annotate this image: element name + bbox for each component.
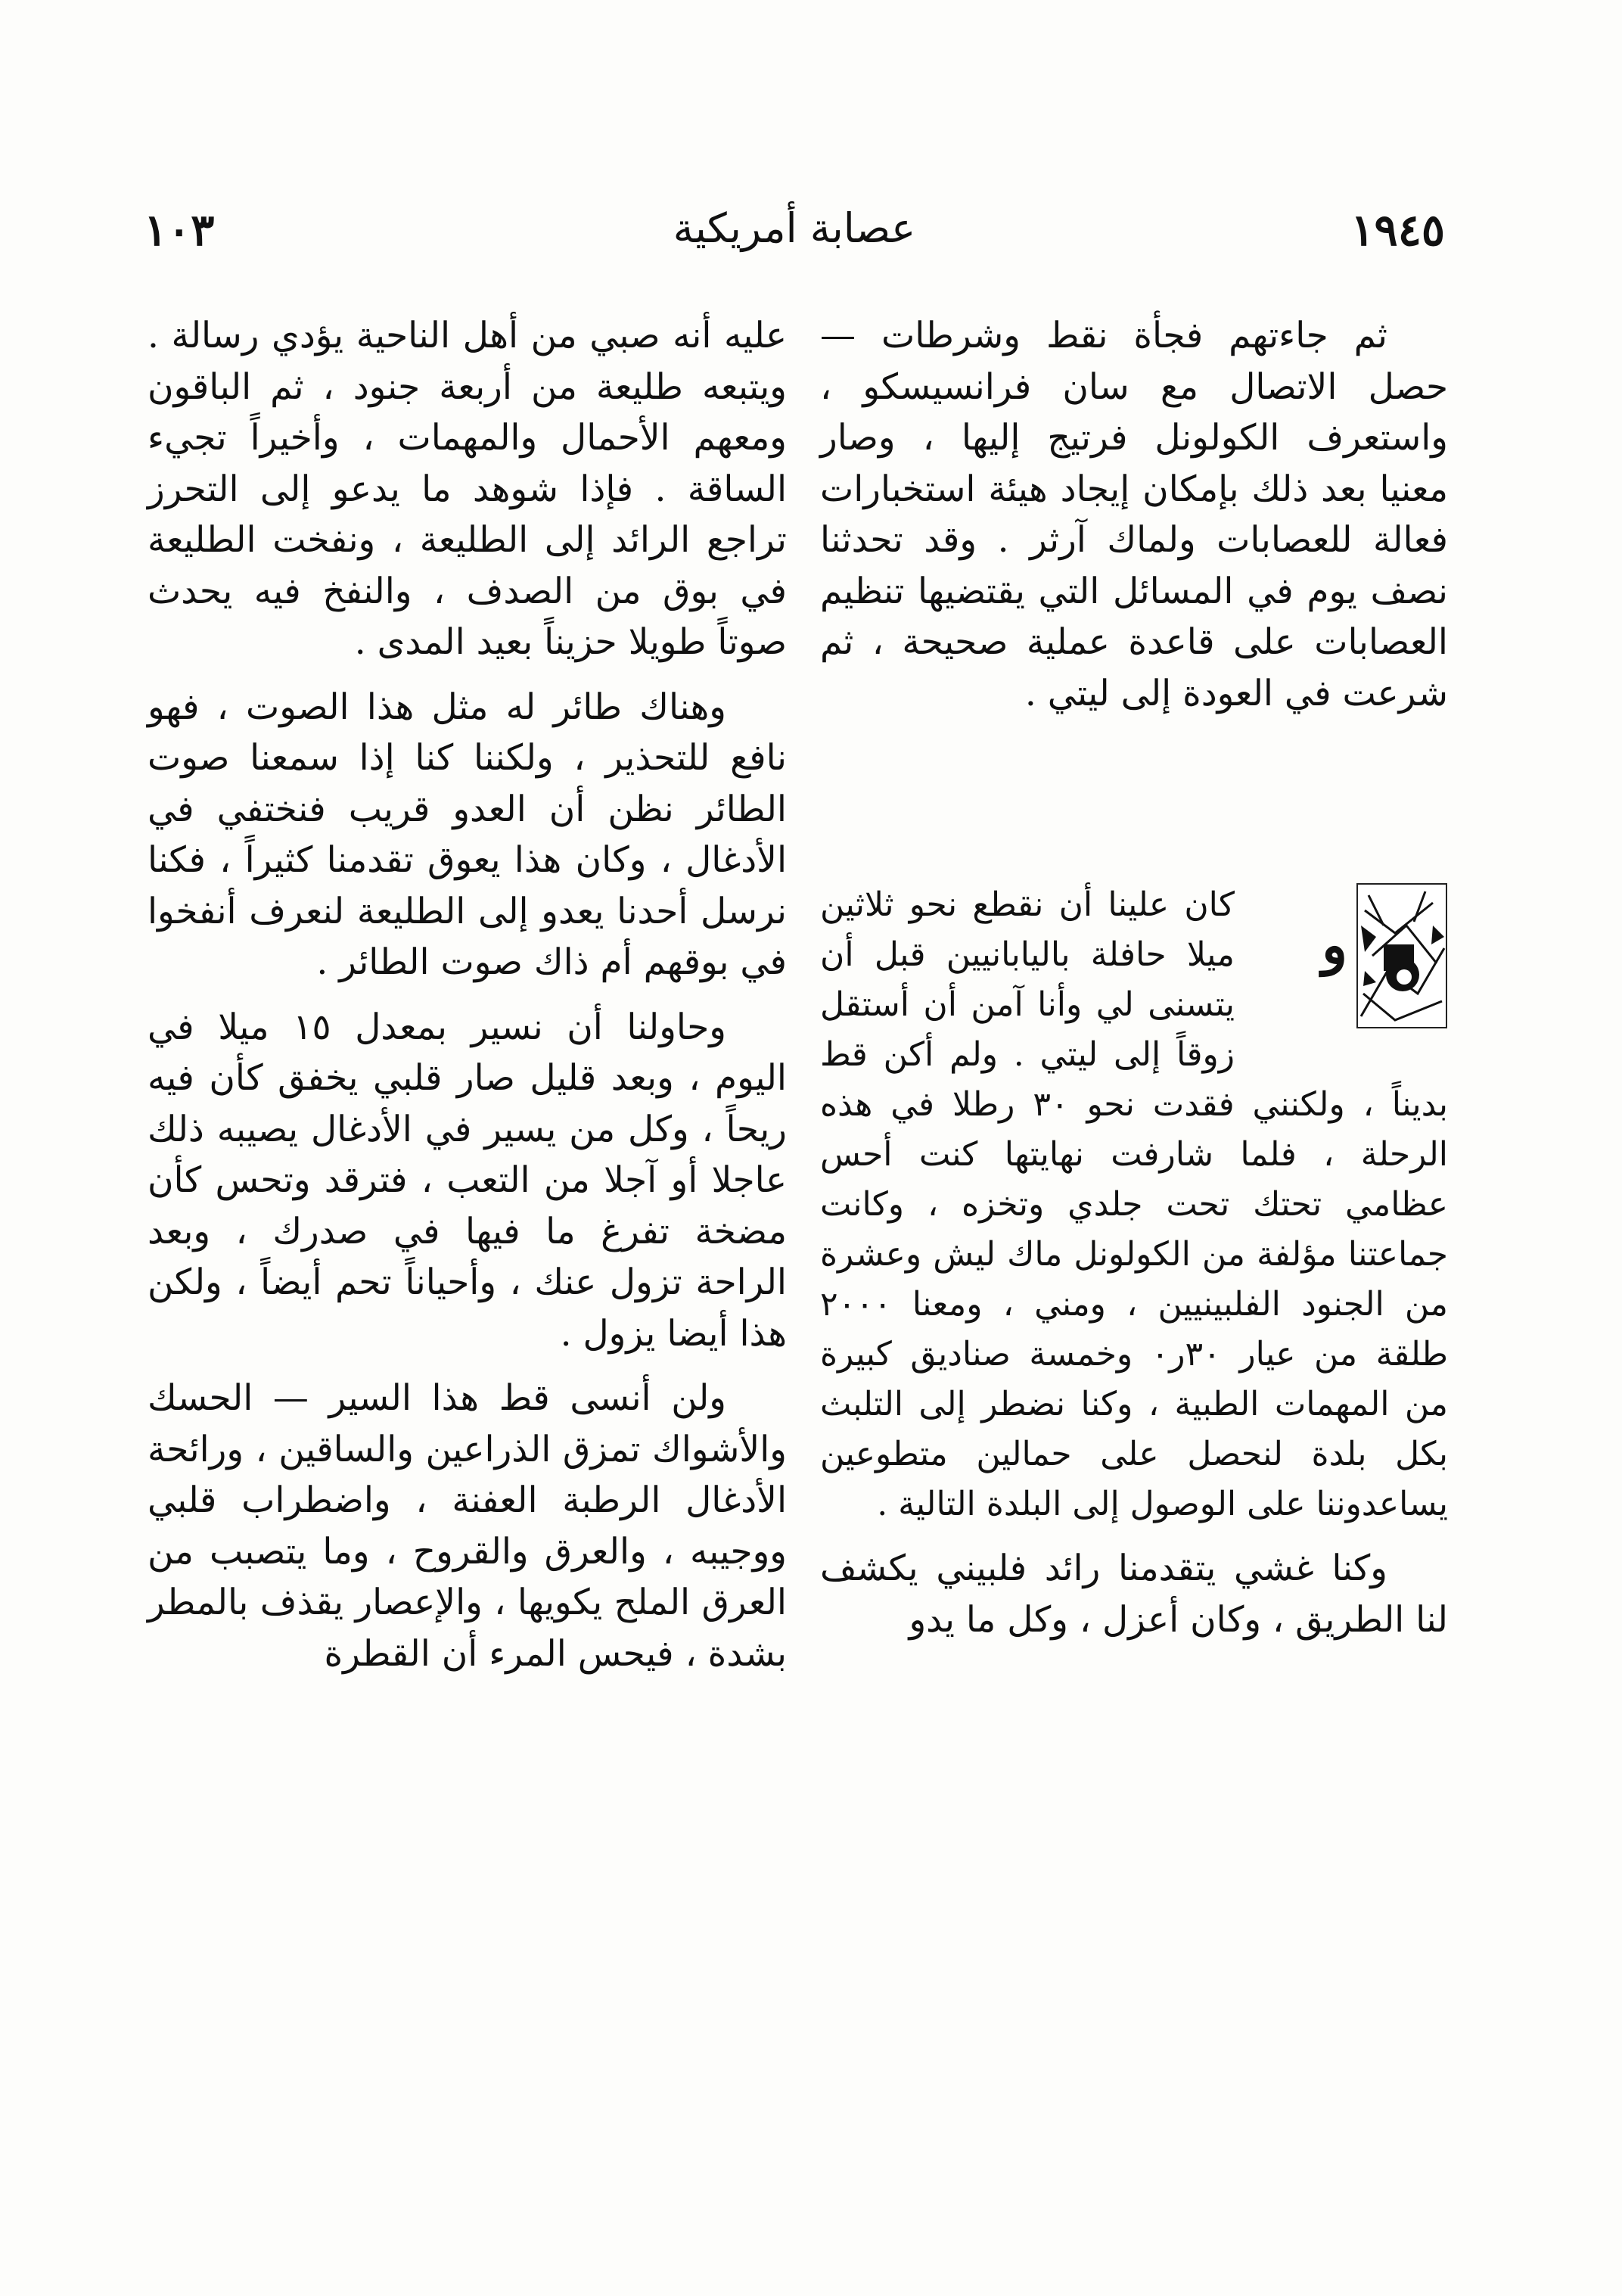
paragraph: ثم جاءتهم فجأة نقط وشرطات — حصل الاتصال مع سان فرانسيسكو ، واستعرف الكولونل فرتيج إليها ، وصار معنيا بعد ذلك بإمكان إيجاد هيئة استخبارات فعالة للعصابات ولماك آرثر . وقد تحدثنا نصف يوم في المسائل التي يقتضيها تنظيم العصابات على قاعدة عملية صحيحة ، ثم شرعت في العودة إلى ليتي .: [820, 315, 1448, 714]
running-title: عصابة أمريكية: [673, 204, 916, 252]
right-column: [820, 310, 1448, 1659]
page-header: [144, 204, 1445, 288]
header-year: ١٩٤٥: [1350, 204, 1445, 256]
paragraph: وهناك طائر له مثل هذا الصوت ، فهو نافع للتحذير ، ولكننا كنا إذا سمعنا صوت الطائر نظن أن العدو قريب فنختفي في الأدغال ، وكان هذا يعوق تقدمنا كثيراً ، فكنا نرسل أحدنا يعدو إلى الطليعة لنعرف أنفخوا في بوقهم أم ذاك صوت الطائر .: [148, 686, 787, 983]
section-break: [820, 733, 1448, 880]
illustrated-paragraph: [820, 880, 1448, 1529]
paragraph: ولن أنسى قط هذا السير — الحسك والأشواك تمزق الذراعين والساقين ، ورائحة الأدغال الرطبة العفنة ، واضطراب قلبي ووجيبه ، والعرق والقروح ، وما يتصبب من العرق الملح يكويها ، والإعصار يقذف بالمطر بشدة ، فيحس المرء أن القطرة: [148, 1377, 787, 1675]
paragraph: عليه أنه صبي من أهل الناحية يؤدي رسالة . ويتبعه طليعة من أربعة جنود ، ثم الباقون ومعهم الأحمال والمهمات ، وأخيراً تجيء الساقة . فإذا شوهد ما يدعو إلى التحرز تراجع الرائد إلى الطليعة ، ونفخت الطليعة في بوق من الصدف ، والنفخ فيه يحدث صوتاً طويلا حزيناً بعيد المدى .: [148, 315, 787, 663]
paragraph: وحاولنا أن نسير بمعدل ١٥ ميلا في اليوم ، وبعد قليل صار قلبي يخفق كأن فيه ريحاً ، وكل من يسير في الأدغال يصيبه ذلك عاجلا أو آجلا من التعب ، فترقد وتحس كأن مضخة تفرغ ما فيها في صدرك ، وبعد الراحة تزول عنك ، وأحياناً تحم أيضاً ، ولكن هذا أيضا يزول .: [148, 1006, 787, 1355]
dropcap-letter: و: [1322, 913, 1347, 976]
jungle-soldier-icon: [1244, 880, 1448, 1031]
paragraph: كان علينا أن نقطع نحو ثلاثين ميلا حافلة باليابانيين قبل أن يتسنى لي وأنا آمن أن أستقل زوقاً إلى ليتي . ولم أكن قط بديناً ، ولكنني فقدت نحو ٣٠ رطلا في هذه الرحلة ، فلما شارفت نهايتها كنت أحس عظامي تحتك تحت جلدي وتخزه ، وكانت جماعتنا مؤلفة من الكولونل ماك ليش وعشرة من الجنود الفلبينيين ، ومني ، ومعنا ٢٠٠٠ طلقة من عيار ٣٠ر٠ وخمسة صناديق كبيرة من المهمات الطبية ، وكنا نضطر إلى التلبث بكل بلدة لنحصل على حمالين متطوعين يساعدوننا على الوصول إلى البلدة التالية .: [820, 885, 1449, 1523]
dropcap-illustration: [1244, 880, 1448, 1031]
paragraph: وكنا غشي يتقدمنا رائد فلبيني يكشف لنا الطريق ، وكان أعزل ، وكل ما يدو: [820, 1548, 1448, 1641]
page-number: ١٠٣: [144, 204, 215, 256]
left-column: [148, 310, 787, 1693]
